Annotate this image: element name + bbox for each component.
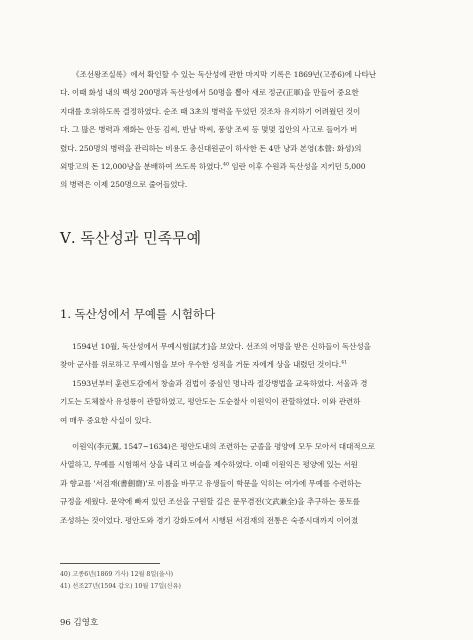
footnote-40: 40) 고종6년(1869 기사) 12월 8일(을사) (60, 571, 174, 578)
text-line: 외방고의 돈 12,000냥을 분배하여 쓰도록 하였다.$^{40}$ 임란 이후 수원과 독산성을 지키던 5,000 (60, 161, 366, 172)
text-line: 《조선왕조실록》에서 확인할 수 있는 독산성에 관한 마지막 기록은 1869년(고종6)에 나타난 (72, 70, 376, 79)
subsection-title: 1. 독산성에서 무예를 시험하다 (60, 307, 216, 321)
paragraph-lee-wonik (60, 438, 412, 530)
text-line: 렸다. 250명의 병력을 관리하는 비용도 총신대원군이 하사한 돈 4만 냥과 본영(本營: 화성)의 (60, 143, 362, 153)
text-line: 1594년 10월, 독산성에서 무예시험[試才]을 보았다. 선조의 어명을 받은 신하들이 독산성을 (72, 342, 371, 351)
paragraph-test (60, 338, 412, 430)
page-footer: 96 김영호 (60, 618, 99, 628)
paragraph-intro (60, 66, 412, 195)
text-line: 과 향교를 '서검재(書劍齋)'로 이름을 바꾸고 유생들이 학문을 익히는 여가에 무예를 수련하는 (60, 478, 362, 488)
footnote-41: 41) 선조27년(1594 갑오) 10월 17일(신유) (60, 582, 181, 590)
text-line: 기도는 도체찰사 유성룡이 관할하였고, 평안도는 도순찰사 이원익이 관할하였다. 이와 관련하 (60, 397, 361, 407)
footnote-divider (60, 563, 160, 564)
text-line: 조성하는 것이었다. 평안도와 경기 강화도에서 시행된 서검재의 전통은 숙종시대까지 이어졌 (60, 515, 359, 525)
text-line: 다. 이때 화성 내의 백성 200명과 독산성에서 50명을 뽑아 새로 정군(正軍)을 만들어 중요한 (60, 88, 359, 98)
footnote-ref-40[interactable]: 40 (222, 161, 230, 168)
text-line: 사열하고, 무예를 시험해서 상을 내리고 벼슬을 제수하였다. 이때 이원익은 평양에 있는 서원 (60, 460, 358, 470)
text-line: 여 매우 중요한 사실이 있다. (60, 415, 152, 425)
text-line: 이원익(李元翼, 1547~1634)은 평안도내의 조련하는 군졸을 평양에 모두 모아서 대대적으로 (72, 442, 375, 451)
text-line: 찾아 군사를 위로하고 무예시험을 보아 우수한 성적을 거둔 자에게 상을 내렸던 것이다.$^{41}$ (60, 359, 348, 370)
text-line: 1593년부터 훈련도감에서 창술과 검법이 중심인 명나라 절강병법을 교육하였다. 서울과 경 (72, 378, 368, 388)
section-title: Ⅴ. 독산성과 민족무예 (60, 229, 202, 247)
text-line: 다. 그 많은 병력과 재화는 안동 김씨, 반남 박씨, 풍양 조씨 등 몇몇 집안의 사고로 들어가 버 (60, 125, 358, 135)
text-line: 규정을 세웠다. 문약에 빠져 있던 조선을 구원할 길은 문무겸전(文武兼全)을 추구하는 풍토를 (60, 497, 360, 507)
footnotes (60, 569, 181, 592)
text-line: 의 병력은 이제 250명으로 줄어들었다. (60, 180, 188, 190)
text-line: 지대를 호위하도록 결정하였다. 순조 때 3초의 병력을 두었던 것조차 유지하기 어려웠던 것이 (60, 106, 361, 116)
footnote-ref-41[interactable]: 41 (341, 359, 348, 366)
